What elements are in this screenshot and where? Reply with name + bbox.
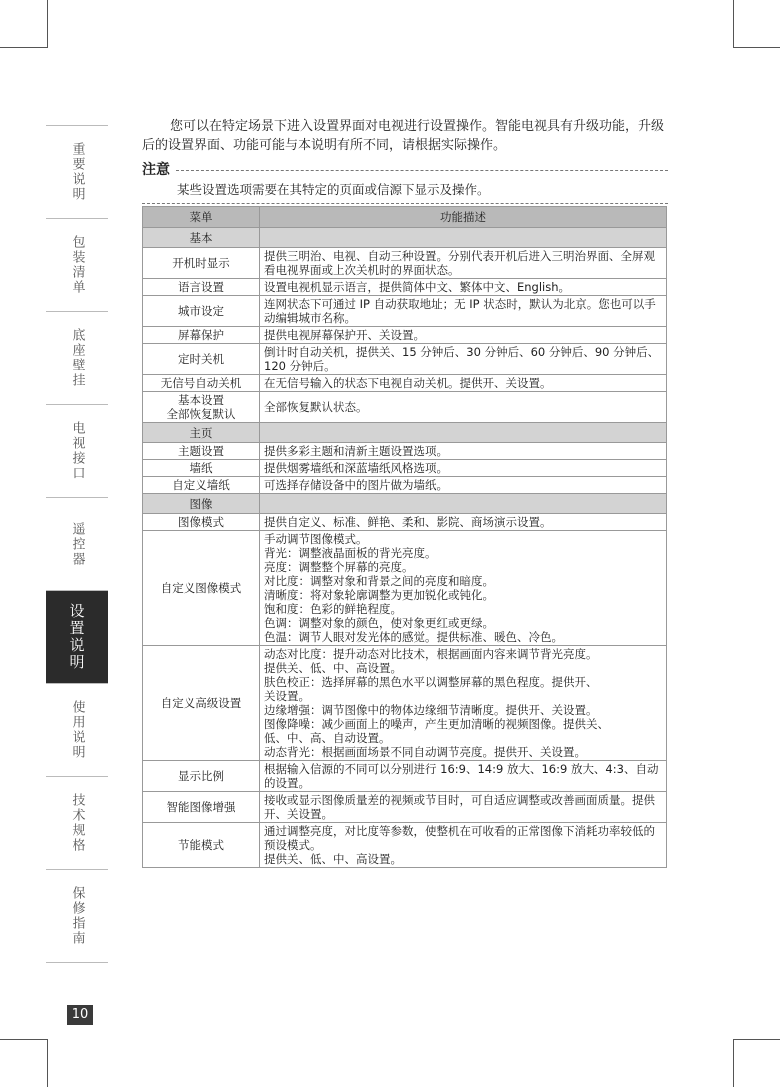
chapter-tab[interactable] xyxy=(46,125,108,219)
table-row xyxy=(143,344,667,375)
chapter-tab-label: 设置说明 xyxy=(67,603,86,671)
settings-table xyxy=(142,206,667,868)
crop-mark xyxy=(47,0,48,48)
menu-name: 自定义墙纸 xyxy=(143,477,260,494)
note-text: 某些设置选项需要在其特定的页面或信源下显示及操作。 xyxy=(177,182,490,197)
table-row xyxy=(143,279,667,296)
function-description: 接收或显示图像质量差的视频或节目时，可自适应调整或改善画面质量。提供开、关设置。 xyxy=(260,792,667,823)
chapter-tab-label: 包装清单 xyxy=(69,235,85,295)
menu-name: 开机时显示 xyxy=(143,248,260,279)
menu-name: 智能图像增强 xyxy=(143,792,260,823)
function-description: 全部恢复默认状态。 xyxy=(260,392,667,423)
table-row xyxy=(143,823,667,868)
function-description: 通过调整亮度，对比度等参数，使整机在可收看的正常图像下消耗功率较低的预设模式。 提供关、低、中、高设置。 xyxy=(260,823,667,868)
chapter-tab-label: 技术规格 xyxy=(69,793,85,853)
chapter-tab[interactable] xyxy=(46,312,108,405)
function-description: 倒计时自动关机，提供关、15 分钟后、30 分钟后、60 分钟后、90 分钟后、120 分钟后。 xyxy=(260,344,667,375)
section-row xyxy=(143,494,667,514)
table-row xyxy=(143,248,667,279)
function-description xyxy=(260,228,667,248)
chapter-tabs xyxy=(46,125,108,963)
chapter-tab[interactable] xyxy=(46,777,108,870)
function-description: 提供电视屏幕保护开、关设置。 xyxy=(260,327,667,344)
table-row xyxy=(143,531,667,646)
chapter-tab[interactable] xyxy=(46,405,108,498)
chapter-tab-label: 底座壁挂 xyxy=(69,328,85,388)
chapter-tab[interactable] xyxy=(46,498,108,591)
function-description: 提供三明治、电视、自动三种设置。分别代表开机后进入三明治界面、全屏观看电视界面或上次关机时的界面状态。 xyxy=(260,248,667,279)
menu-name: 自定义图像模式 xyxy=(143,531,260,646)
menu-name: 节能模式 xyxy=(143,823,260,868)
table-row xyxy=(143,761,667,792)
menu-name: 主题设置 xyxy=(143,443,260,460)
note-title: 注意 xyxy=(142,162,170,178)
menu-name: 语言设置 xyxy=(143,279,260,296)
chapter-tab[interactable] xyxy=(46,219,108,312)
chapter-tab[interactable] xyxy=(46,684,108,777)
menu-name: 定时关机 xyxy=(143,344,260,375)
function-description xyxy=(260,423,667,443)
table-row xyxy=(143,443,667,460)
crop-mark xyxy=(47,1039,48,1087)
function-description: 提供烟雾墙纸和深蓝墙纸风格选项。 xyxy=(260,460,667,477)
crop-mark xyxy=(0,47,48,48)
page-number: 10 xyxy=(67,1005,93,1025)
function-description xyxy=(260,494,667,514)
intro-paragraph: 您可以在特定场景下进入设置界面对电视进行设置操作。智能电视具有升级功能，升级后的设置界面、功能可能与本说明有所不同，请根据实际操作。 xyxy=(142,119,665,153)
table-row xyxy=(143,514,667,531)
dashed-divider xyxy=(142,203,668,204)
menu-name: 墙纸 xyxy=(143,460,260,477)
function-description: 提供多彩主题和清新主题设置选项。 xyxy=(260,443,667,460)
crop-mark xyxy=(733,0,734,48)
function-description: 提供自定义、标准、鲜艳、柔和、影院、商场演示设置。 xyxy=(260,514,667,531)
crop-mark xyxy=(733,47,780,48)
table-row xyxy=(143,375,667,392)
chapter-tab-label: 使用说明 xyxy=(69,700,85,760)
crop-mark xyxy=(0,1039,48,1040)
menu-name: 基本设置 全部恢复默认 xyxy=(143,392,260,423)
section-label: 图像 xyxy=(143,494,260,514)
function-description: 设置电视机显示语言，提供简体中文、繁体中文、English。 xyxy=(260,279,667,296)
chapter-tab[interactable] xyxy=(46,591,108,684)
column-header-menu: 菜单 xyxy=(143,207,260,228)
table-row xyxy=(143,296,667,327)
function-description: 手动调节图像模式。 背光：调整液晶面板的背光亮度。 亮度：调整整个屏幕的亮度。 对比度：调整对象和背景之间的亮度和暗度。 清晰度：将对象轮廓调整为更加锐化或钝化。 饱和度：色彩的鲜艳程度。 色调：调整对象的颜色，使对象更红或更绿。 色温：调节人眼对发光体的感觉。提供标准、暖色、冷色。 xyxy=(260,531,667,646)
chapter-tab-label: 电视接口 xyxy=(69,421,85,481)
crop-mark xyxy=(733,1039,780,1040)
table-row xyxy=(143,460,667,477)
chapter-tab-label: 重要说明 xyxy=(69,142,85,202)
function-description: 可选择存储设备中的图片做为墙纸。 xyxy=(260,477,667,494)
column-header-description: 功能描述 xyxy=(260,207,667,228)
chapter-tab-label: 保修指南 xyxy=(69,886,85,946)
function-description: 根据输入信源的不同可以分别进行 16:9、14:9 放大、16:9 放大、4:3、自动的设置。 xyxy=(260,761,667,792)
crop-mark xyxy=(733,1039,734,1087)
menu-name: 自定义高级设置 xyxy=(143,646,260,761)
section-row xyxy=(143,423,667,443)
function-description: 连网状态下可通过 IP 自动获取地址；无 IP 状态时，默认为北京。您也可以手动编辑城市名称。 xyxy=(260,296,667,327)
section-row xyxy=(143,228,667,248)
menu-name: 城市设定 xyxy=(143,296,260,327)
chapter-tab-label: 遥控器 xyxy=(69,521,85,567)
menu-name: 屏幕保护 xyxy=(143,327,260,344)
section-label: 基本 xyxy=(143,228,260,248)
dashed-divider xyxy=(176,170,668,171)
function-description: 在无信号输入的状态下电视自动关机。提供开、关设置。 xyxy=(260,375,667,392)
menu-name: 无信号自动关机 xyxy=(143,375,260,392)
table-row xyxy=(143,646,667,761)
chapter-tab[interactable] xyxy=(46,870,108,963)
note-box xyxy=(142,159,668,204)
menu-name: 图像模式 xyxy=(143,514,260,531)
table-row xyxy=(143,392,667,423)
table-row xyxy=(143,327,667,344)
function-description: 动态对比度：提升动态对比技术，根据画面内容来调节背光亮度。 提供关、低、中、高设置。 肤色校正：选择屏幕的黑色水平以调整屏幕的黑色程度。提供开、 关设置。 边缘增强：调节图像中的物体边缘细节清晰度。提供开、关设置。 图像降噪：减少画面上的噪声，产生更加清晰的视频图像。提供关、 低、中、高、自动设置。 动态背光：根据画面场景不同自动调节亮度。提供开、关设置。 xyxy=(260,646,667,761)
section-label: 主页 xyxy=(143,423,260,443)
table-row xyxy=(143,792,667,823)
menu-name: 显示比例 xyxy=(143,761,260,792)
table-row xyxy=(143,477,667,494)
